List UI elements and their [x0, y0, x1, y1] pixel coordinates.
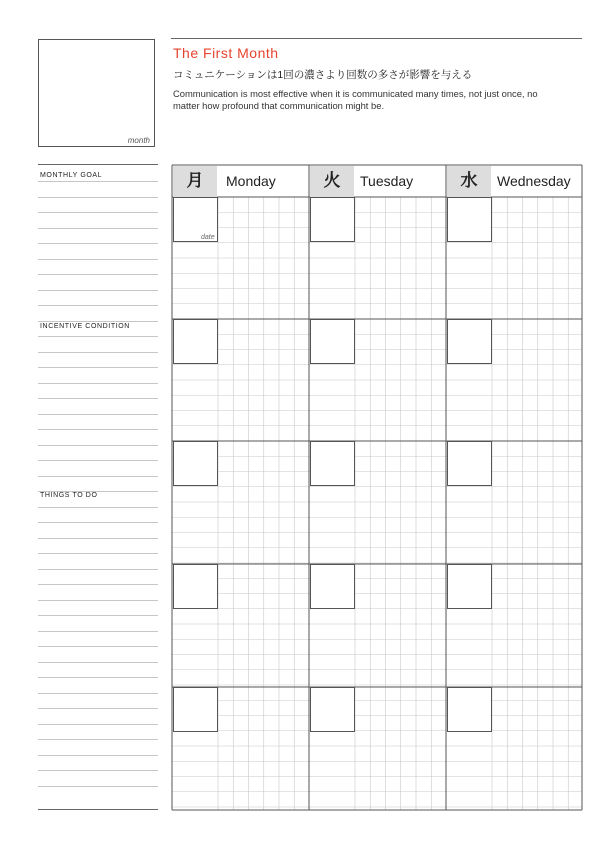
date-box[interactable] — [173, 441, 218, 486]
section-title-monthly-goal: MONTHLY GOAL — [40, 172, 103, 179]
month-label: month — [127, 136, 150, 145]
quote-japanese: コミュニケーションは1回の濃さより回数の多さが影響を与える — [173, 69, 473, 81]
date-box[interactable] — [447, 197, 492, 242]
day-name-monday: Monday — [226, 173, 276, 189]
date-label: date — [201, 234, 215, 241]
date-box[interactable] — [447, 564, 492, 609]
date-box[interactable] — [173, 687, 218, 732]
quote-english: Communication is most effective when it is communicated many times, not just once, no matter how profound that communication might be. — [173, 88, 538, 111]
day-kanji-tuesday: 火 — [310, 166, 354, 197]
date-box[interactable] — [310, 564, 355, 609]
date-box[interactable] — [173, 319, 218, 364]
date-box[interactable] — [173, 564, 218, 609]
date-box[interactable] — [447, 687, 492, 732]
section-title-things-to-do: THINGS TO DO — [40, 492, 98, 499]
date-box[interactable] — [310, 319, 355, 364]
section-title-incentive-condition: INCENTIVE CONDITION — [40, 323, 130, 330]
date-box[interactable] — [310, 687, 355, 732]
date-box[interactable] — [310, 441, 355, 486]
day-name-tuesday: Tuesday — [360, 173, 414, 189]
page-title: The First Month — [173, 45, 279, 61]
day-kanji-wednesday: 水 — [447, 166, 491, 197]
day-kanji-monday: 月 — [173, 166, 217, 197]
date-box[interactable] — [310, 197, 355, 242]
date-box[interactable] — [447, 441, 492, 486]
day-name-wednesday: Wednesday — [497, 173, 571, 189]
date-box[interactable] — [447, 319, 492, 364]
